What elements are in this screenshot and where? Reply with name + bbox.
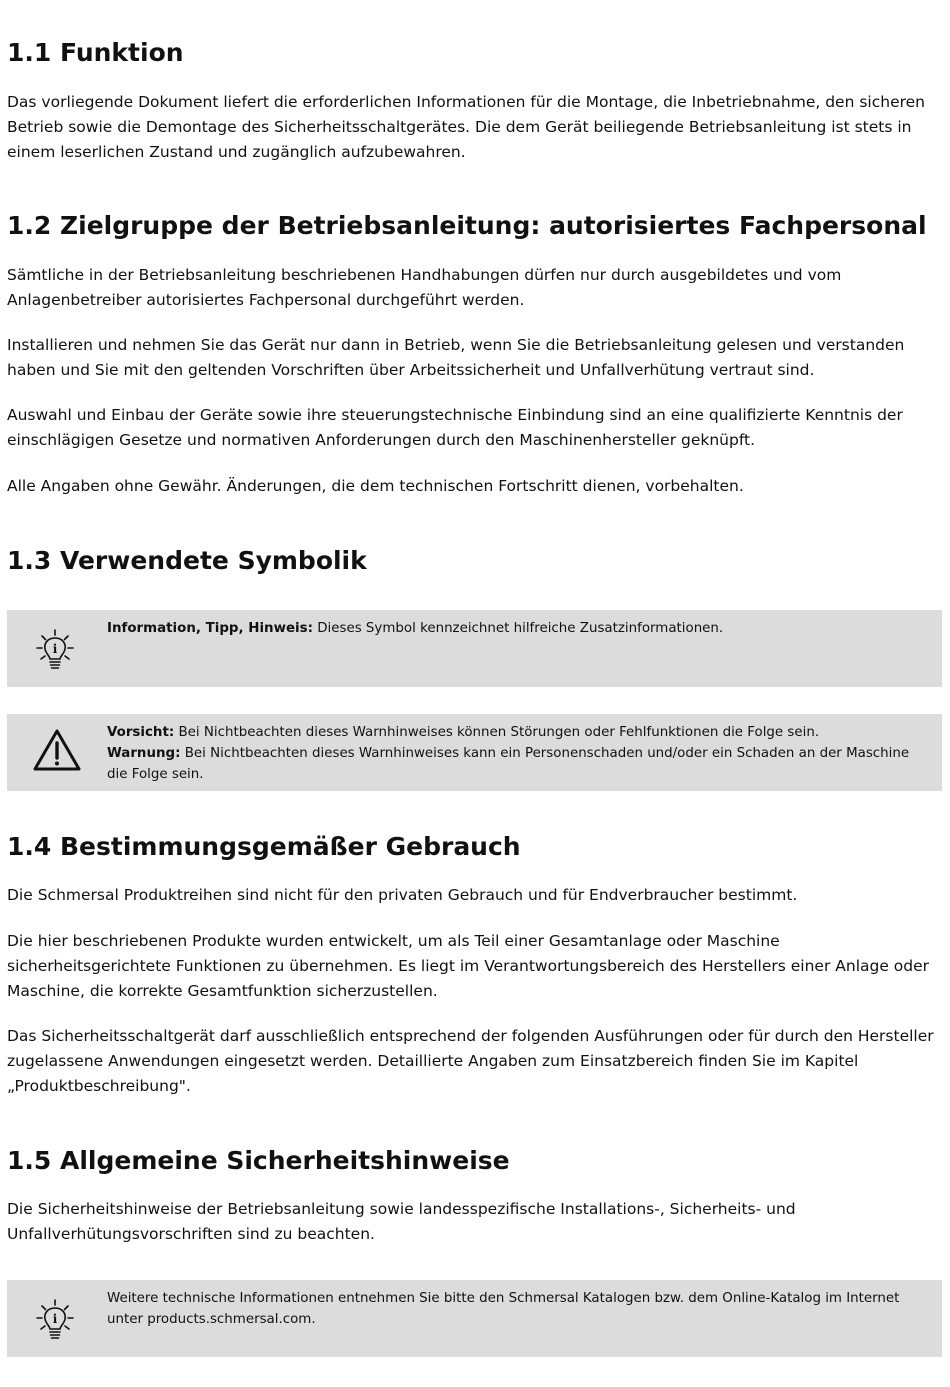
paragraph: Installieren und nehmen Sie das Gerät nur dann in Betrieb, wenn Sie die Betriebsanleitung gelesen und verstanden haben und Sie mit den geltenden Vorschriften über Arbeitssicherheit und Unfallverhütung vertraut sind. [7, 336, 905, 379]
warning-label: Warnung: [107, 746, 181, 761]
lightbulb-info-icon [33, 628, 77, 672]
paragraph: Sämtliche in der Betriebsanleitung beschriebenen Handhabungen dürfen nur durch ausgebildetes und vom Anlagenbetreiber autorisiertes Fachpersonal durchgeführt werden. [7, 266, 842, 309]
paragraph: Das vorliegende Dokument liefert die erforderlichen Informationen für die Montage, die Inbetriebnahme, den sicheren Betrieb sowie die Demontage des Sicherheitsschaltgerätes. Die dem Gerät beiliegende Betriebsanleitung ist stets in einem leserlichen Zustand und zugänglich aufzubewahren. [7, 93, 925, 161]
info-text: Dieses Symbol kennzeichnet hilfreiche Zusatzinformationen. [312, 621, 724, 636]
paragraph: Die Sicherheitshinweise der Betriebsanleitung sowie landesspezifische Installations-, Sicherheits- und Unfallverhütungsvorschriften sind zu beachten. [7, 1200, 796, 1243]
heading-sicherheitshinweise: 1.5 Allgemeine Sicherheitshinweise [7, 1146, 510, 1175]
caution-line [107, 722, 932, 743]
warning-line [107, 743, 932, 785]
warning-triangle-icon [32, 728, 82, 772]
info-box [7, 1280, 942, 1357]
warning-box [7, 714, 942, 791]
heading-funktion: 1.1 Funktion [7, 38, 184, 67]
info-box [7, 610, 942, 687]
heading-symbolik: 1.3 Verwendete Symbolik [7, 546, 367, 575]
warning-text: Bei Nichtbeachten dieses Warnhinweises kann ein Personenschaden und/oder ein Schaden an der Maschine die Folge sein. [107, 746, 910, 782]
caution-label: Vorsicht: [107, 725, 175, 740]
svg-text:i: i [52, 1312, 58, 1326]
warning-box-text [107, 722, 932, 785]
info-box-text: Weitere technische Informationen entnehmen Sie bitte den Schmersal Katalogen bzw. dem Online-Katalog im Internet unter products.schmersal.com. [107, 1291, 900, 1327]
paragraph: Die Schmersal Produktreihen sind nicht für den privaten Gebrauch und für Endverbraucher bestimmt. [7, 886, 798, 904]
heading-zielgruppe: 1.2 Zielgruppe der Betriebsanleitung: autorisiertes Fachpersonal [7, 211, 927, 240]
caution-text: Bei Nichtbeachten dieses Warnhinweises können Störungen oder Fehlfunktionen die Folge sein. [174, 725, 820, 740]
paragraph: Auswahl und Einbau der Geräte sowie ihre steuerungstechnische Einbindung sind an eine qualifizierte Kenntnis der einschlägigen Gesetze und normativen Anforderungen durch den Maschinenhersteller geknüpft. [7, 406, 903, 449]
paragraph: Das Sicherheitsschaltgerät darf ausschließlich entsprechend der folgenden Ausführungen oder für durch den Hersteller zugelassene Anwendungen eingesetzt werden. Detaillierte Angaben zum Einsatzbereich finden Sie im Kapitel „Produktbeschreibung". [7, 1027, 934, 1095]
info-label: Information, Tipp, Hinweis: [107, 621, 313, 636]
lightbulb-info-icon [33, 1298, 77, 1342]
paragraph: Alle Angaben ohne Gewähr. Änderungen, die dem technischen Fortschritt dienen, vorbehalten. [7, 477, 744, 495]
svg-text:i: i [52, 642, 58, 656]
paragraph: Die hier beschriebenen Produkte wurden entwickelt, um als Teil einer Gesamtanlage oder Maschine sicherheitsgerichtete Funktionen zu übernehmen. Es liegt im Verantwortungsbereich des Herstellers einer Anlage oder Maschine, die korrekte Gesamtfunktion sicherzustellen. [7, 932, 930, 1000]
info-box-text [107, 618, 932, 639]
heading-gebrauch: 1.4 Bestimmungsgemäßer Gebrauch [7, 832, 521, 861]
